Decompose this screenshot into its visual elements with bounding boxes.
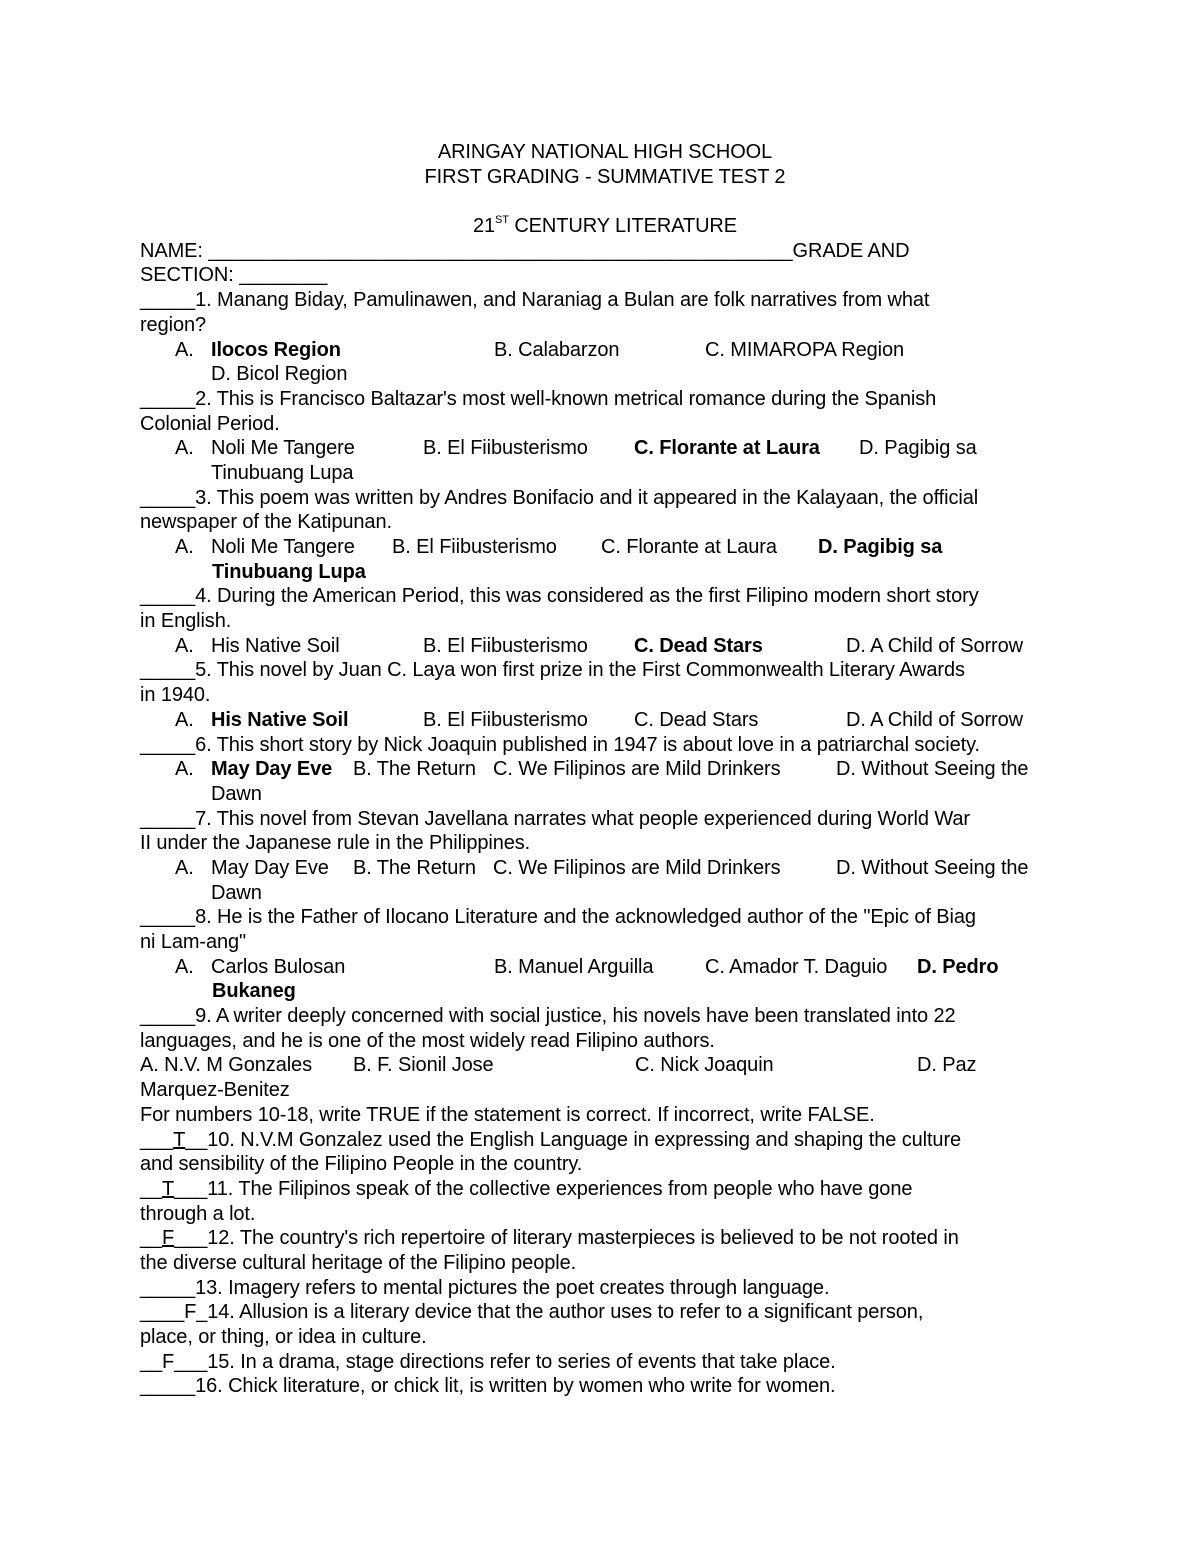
q9-option-c: C. Nick Joaquin xyxy=(635,1054,774,1077)
q9-option-d-cont: Marquez-Benitez xyxy=(140,1079,290,1102)
section-line: SECTION: ________ xyxy=(140,264,328,287)
q4-stem-cont: in English. xyxy=(140,610,232,633)
q16: _____16. Chick literature, or chick lit, is written by women who write for women. xyxy=(140,1375,836,1398)
q9-option-a: A. N.V. M Gonzales xyxy=(140,1054,312,1077)
q7-option-c: C. We Filipinos are Mild Drinkers xyxy=(493,856,781,879)
q9-stem: _____9. A writer deeply concerned with social justice, his novels have been translated into 22 xyxy=(140,1005,956,1028)
q8-option-c: C. Amador T. Daguio xyxy=(705,955,888,978)
q6-options xyxy=(140,757,1070,782)
q1-option-c: C. MIMAROPA Region xyxy=(705,338,905,361)
q12-cont: the diverse cultural heritage of the Filipino people. xyxy=(140,1251,577,1274)
q4-option-c: C. Dead Stars xyxy=(634,634,763,657)
test-title: FIRST GRADING - SUMMATIVE TEST 2 xyxy=(424,165,786,188)
q1-option-b: B. Calabarzon xyxy=(494,338,620,361)
q3-option-a: A. Noli Me Tangere xyxy=(175,536,355,558)
q6-stem: _____6. This short story by Nick Joaquin published in 1947 is about love in a patriarchal society. xyxy=(140,733,980,756)
q2-options xyxy=(140,436,1070,461)
q10-answer: T xyxy=(173,1128,186,1151)
q11-cont: through a lot. xyxy=(140,1202,256,1225)
q2-option-b: B. El Fiibusterismo xyxy=(423,437,588,460)
q11: __T___11. The Filipinos speak of the collective experiences from people who have gone xyxy=(140,1177,913,1200)
q5-option-a: A. His Native Soil xyxy=(175,708,349,731)
q14-cont: place, or thing, or idea in culture. xyxy=(140,1326,427,1348)
q7-stem-cont: II under the Japanese rule in the Philippines. xyxy=(140,832,531,855)
school-name: ARINGAY NATIONAL HIGH SCHOOL xyxy=(437,141,773,163)
q5-stem-cont: in 1940. xyxy=(140,684,211,707)
q11-answer: T xyxy=(162,1177,175,1200)
q6-option-d: D. Without Seeing the xyxy=(836,758,1029,781)
q14: ____F_14. Allusion is a literary device that the author uses to refer to a significant person, xyxy=(140,1301,924,1324)
subject-superscript: ST xyxy=(495,214,509,227)
q15: __F___15. In a drama, stage directions refer to series of events that take place. xyxy=(140,1350,836,1373)
q5-option-d: D. A Child of Sorrow xyxy=(846,708,1023,731)
q6-option-d-cont: Dawn xyxy=(211,782,262,805)
q4-option-d: D. A Child of Sorrow xyxy=(846,634,1023,657)
q5-options xyxy=(140,708,1070,733)
q2-option-d-cont: Tinubuang Lupa xyxy=(211,461,354,484)
q4-option-a: A. His Native Soil xyxy=(175,634,340,657)
q5-option-c: C. Dead Stars xyxy=(634,708,759,731)
tf-instructions: For numbers 10-18, write TRUE if the statement is correct. If incorrect, write FALSE. xyxy=(140,1103,875,1126)
q2-stem: _____2. This is Francisco Baltazar's most well-known metrical romance during the Spanish xyxy=(140,387,937,410)
subject-title xyxy=(140,214,1070,239)
q5-option-b: B. El Fiibusterismo xyxy=(423,708,588,731)
q3-stem: _____3. This poem was written by Andres Bonifacio and it appeared in the Kalayaan, the official xyxy=(140,486,979,509)
q3-option-d-cont: Tinubuang Lupa xyxy=(212,560,366,583)
q7-stem: _____7. This novel from Stevan Javellana narrates what people experienced during World War xyxy=(140,807,970,830)
q3-option-d: D. Pagibig sa xyxy=(818,536,943,558)
q9-options xyxy=(140,1053,1070,1078)
q8-option-b: B. Manuel Arguilla xyxy=(494,955,654,978)
q8-options xyxy=(140,955,1070,980)
subject-number: 21 xyxy=(472,215,496,238)
q8-stem: _____8. He is the Father of Ilocano Literature and the acknowledged author of the "Epic of Biag xyxy=(140,906,976,929)
q9-option-d: D. Paz xyxy=(917,1054,977,1077)
q2-option-a: A. Noli Me Tangere xyxy=(175,437,355,460)
q4-stem: _____4. During the American Period, this was considered as the first Filipino modern short story xyxy=(140,585,979,608)
q12: __F___12. The country's rich repertoire of literary masterpieces is believed to be not rooted in xyxy=(140,1227,959,1250)
q1-options xyxy=(140,338,1070,363)
q13: _____13. Imagery refers to mental pictures the poet creates through language. xyxy=(140,1276,830,1299)
q10-cont: and sensibility of the Filipino People in the country. xyxy=(140,1153,583,1176)
test-content xyxy=(140,140,1070,1399)
q6-option-a: A. May Day Eve xyxy=(175,758,333,781)
q9-stem-cont: languages, and he is one of the most widely read Filipino authors. xyxy=(140,1029,715,1052)
q1-option-a: A. Ilocos Region xyxy=(175,338,341,361)
q7-option-d-cont: Dawn xyxy=(211,881,262,904)
q4-options xyxy=(140,634,1070,659)
q8-option-d: D. Pedro xyxy=(917,955,999,978)
q9-option-b: B. F. Sionil Jose xyxy=(353,1054,494,1077)
q6-option-b: B. The Return xyxy=(353,758,476,781)
q3-option-c: C. Florante at Laura xyxy=(601,536,777,558)
q3-stem-cont: newspaper of the Katipunan. xyxy=(140,511,392,534)
q10: ___T__10. N.V.M Gonzalez used the English Language in expressing and shaping the culture xyxy=(140,1128,962,1151)
q8-option-d-cont: Bukaneg xyxy=(212,980,296,1003)
q8-option-a: A. Carlos Bulosan xyxy=(175,955,346,978)
q1-option-d: D. Bicol Region xyxy=(211,363,348,386)
q2-option-d: D. Pagibig sa xyxy=(859,437,977,460)
name-line: NAME: _____________________________________________________GRADE AND xyxy=(140,239,910,262)
q3-options xyxy=(140,535,1070,560)
q7-option-d: D. Without Seeing the xyxy=(836,856,1029,879)
q2-stem-cont: Colonial Period. xyxy=(140,412,280,435)
q7-option-b: B. The Return xyxy=(353,856,476,879)
q12-answer: F xyxy=(162,1227,175,1250)
q5-stem: _____5. This novel by Juan C. Laya won first prize in the First Commonwealth Literary Awards xyxy=(140,659,965,682)
q1-stem: _____1. Manang Biday, Pamulinawen, and Naraniag a Bulan are folk narratives from what xyxy=(140,289,930,312)
q1-stem-cont: region? xyxy=(140,313,207,336)
q6-option-c: C. We Filipinos are Mild Drinkers xyxy=(493,758,781,781)
q8-stem-cont: ni Lam-ang" xyxy=(140,931,247,953)
q2-option-c: C. Florante at Laura xyxy=(634,437,820,460)
subject-name: CENTURY LITERATURE xyxy=(508,215,738,238)
q7-options xyxy=(140,856,1070,881)
q4-option-b: B. El Fiibusterismo xyxy=(423,634,588,657)
q7-option-a: A. May Day Eve xyxy=(175,856,329,879)
q3-option-b: B. El Fiibusterismo xyxy=(392,536,557,558)
